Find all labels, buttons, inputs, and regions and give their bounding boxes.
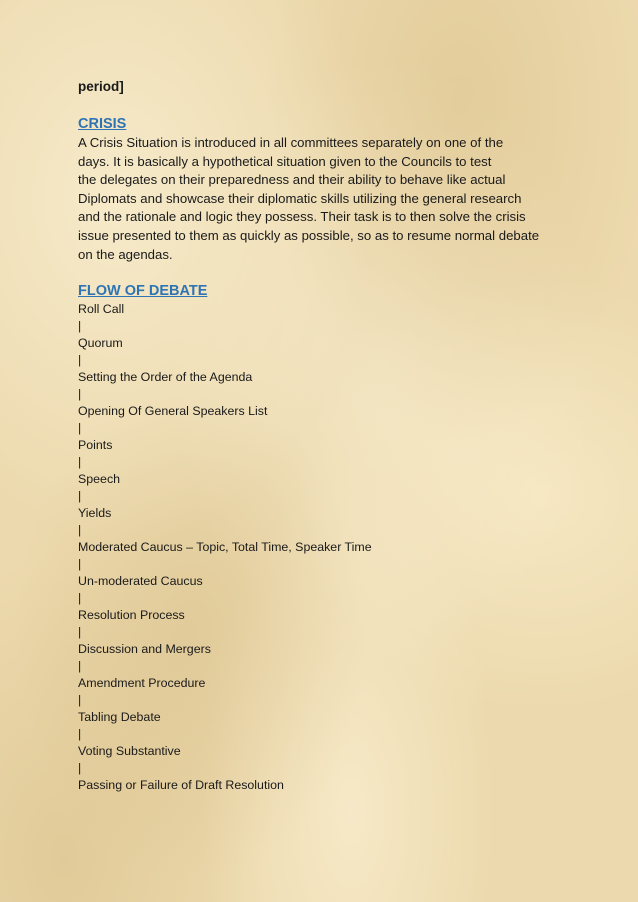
flow-separator: | bbox=[78, 557, 82, 572]
flow-step: Yields bbox=[78, 506, 112, 521]
flow-separator: | bbox=[78, 659, 82, 674]
flow-separator: | bbox=[78, 523, 82, 538]
crisis-line: A Crisis Situation is introduced in all committees separately on one of the bbox=[78, 135, 504, 150]
flow-steps-list bbox=[78, 301, 568, 794]
crisis-line: issue presented to them as quickly as possible, so as to resume normal debate bbox=[78, 227, 540, 243]
crisis-section bbox=[78, 114, 568, 264]
flow-separator: | bbox=[78, 591, 82, 606]
crisis-line: Diplomats and showcase their diplomatic skills utilizing the general research bbox=[78, 190, 522, 206]
flow-separator: | bbox=[78, 727, 82, 742]
crisis-line: and the rationale and logic they possess. Their task is to then solve the crisis bbox=[78, 209, 526, 225]
flow-step: Moderated Caucus – Topic, Total Time, Speaker Time bbox=[78, 540, 372, 555]
flow-step: Voting Substantive bbox=[78, 744, 181, 759]
crisis-heading: CRISIS bbox=[78, 116, 127, 132]
flow-step: Passing or Failure of Draft Resolution bbox=[78, 778, 284, 793]
flow-step: Points bbox=[78, 438, 113, 453]
crisis-line: days. It is basically a hypothetical situation given to the Councils to test bbox=[78, 153, 492, 169]
flow-step: Opening Of General Speakers List bbox=[78, 404, 268, 419]
flow-of-debate-section bbox=[78, 281, 568, 794]
flow-separator: | bbox=[78, 625, 82, 640]
flow-step: Quorum bbox=[78, 336, 123, 351]
flow-separator: | bbox=[78, 761, 82, 776]
crisis-line: on the agendas. bbox=[78, 246, 173, 262]
flow-separator: | bbox=[78, 353, 82, 368]
flow-step: Amendment Procedure bbox=[78, 676, 206, 691]
flow-separator: | bbox=[78, 387, 82, 402]
flow-step: Speech bbox=[78, 472, 121, 487]
flow-separator: | bbox=[78, 693, 82, 708]
flow-separator: | bbox=[78, 489, 82, 504]
flow-step: Roll Call bbox=[78, 302, 125, 317]
flow-step: Discussion and Mergers bbox=[78, 642, 211, 657]
flow-separator: | bbox=[78, 319, 82, 334]
crisis-line: the delegates on their preparedness and their ability to behave like actual bbox=[78, 172, 506, 188]
continuation-text: period] bbox=[78, 79, 124, 94]
flow-step: Tabling Debate bbox=[78, 710, 161, 725]
flow-heading: FLOW OF DEBATE bbox=[78, 283, 208, 300]
flow-separator: | bbox=[78, 455, 82, 470]
document-page bbox=[78, 78, 568, 794]
flow-separator: | bbox=[78, 421, 82, 436]
flow-step: Setting the Order of the Agenda bbox=[78, 370, 253, 385]
crisis-paragraph bbox=[78, 134, 568, 264]
flow-step: Un-moderated Caucus bbox=[78, 574, 203, 589]
flow-step: Resolution Process bbox=[78, 608, 185, 623]
